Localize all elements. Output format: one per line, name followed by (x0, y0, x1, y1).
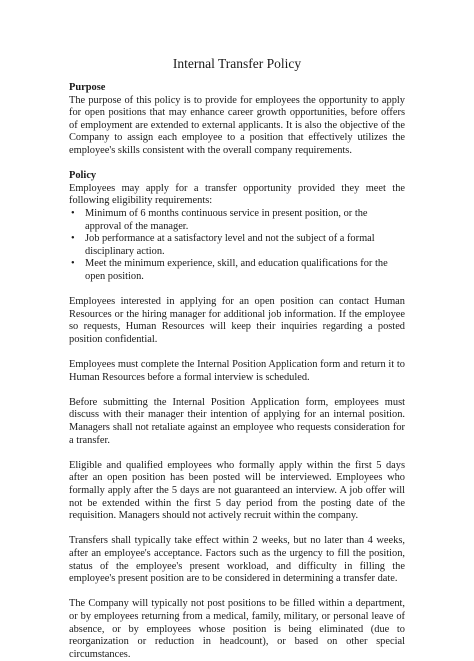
eligibility-requirements-list (69, 208, 405, 284)
section-spacer (69, 346, 405, 359)
requirement-text: Job performance at a satisfactory level and not the subject of a formal disciplinary action. (85, 233, 375, 257)
section-spacer (69, 384, 405, 397)
requirement-text: Meet the minimum experience, skill, and education qualifications for the open position. (85, 258, 388, 282)
interview-eligibility-paragraph: Eligible and qualified employees who formally apply within the first 5 days after an open position has been posted will be interviewed. Employees who formally apply after the 5 days are not guaranteed an interview. A job offer will not be extended within the first 5 day period from the posting date of the requisition. Managers should not actively recruit within the company. (69, 459, 405, 522)
bullet-icon: • (71, 207, 75, 219)
section-spacer (69, 284, 405, 297)
document-body (69, 82, 405, 661)
requirement-text: Minimum of 6 months continuous service in present position, or the approval of the manager. (85, 207, 368, 232)
section-spacer (69, 523, 405, 536)
section-spacer (69, 586, 405, 599)
list-item (69, 233, 405, 258)
bullet-icon: • (71, 233, 75, 245)
section-spacer (69, 158, 405, 171)
transfer-timing-paragraph: Transfers shall typically take effect within 2 weeks, but no later than 4 weeks, after an employee's acceptance. Factors such as the urgency to fill the position, status of the employee's present workload, and difficulty in filling the employee's present position are to be considered in determining a transfer date. (69, 535, 405, 585)
posting-exceptions-paragraph: The Company will typically not post positions to be filled within a department, or by employees returning from a medical, family, military, or personal leave of absence, or by employees whose position is being eliminated (due to reorganization or reduction in headcount), or based on other special circumstances. (69, 598, 405, 660)
policy-intro: Employees may apply for a transfer opportunity provided they meet the following eligibility requirements: (69, 182, 405, 207)
bullet-icon: • (71, 258, 75, 270)
purpose-paragraph: The purpose of this policy is to provide for employees the opportunity to apply for open positions that may enhance career growth opportunities, before offers of employment are extended to external applicants. It is also the objective of the Company to assign each employee to a position that effectively utilizes the employee's skills consistent with the overall company requirements. (69, 94, 405, 156)
list-item (69, 208, 405, 233)
application-form-paragraph: Employees must complete the Internal Position Application form and return it to Human Resources before a formal interview is scheduled. (69, 359, 405, 383)
document-title: Internal Transfer Policy (172, 56, 302, 71)
contact-hr-paragraph: Employees interested in applying for an open position can contact Human Resources or the hiring manager for additional job information. If the employee so requests, Human Resources will keep their inquiries regarding a posted position confidential. (69, 296, 405, 345)
policy-heading: Policy (69, 170, 97, 182)
list-item (69, 258, 405, 283)
manager-discussion-paragraph: Before submitting the Internal Position Application form, employees must discuss with their manager their intention of applying for an internal position. Managers shall not retaliate against an employee who requests consideration for a transfer. (69, 396, 405, 446)
purpose-heading: Purpose (69, 82, 106, 93)
section-spacer (69, 447, 405, 460)
